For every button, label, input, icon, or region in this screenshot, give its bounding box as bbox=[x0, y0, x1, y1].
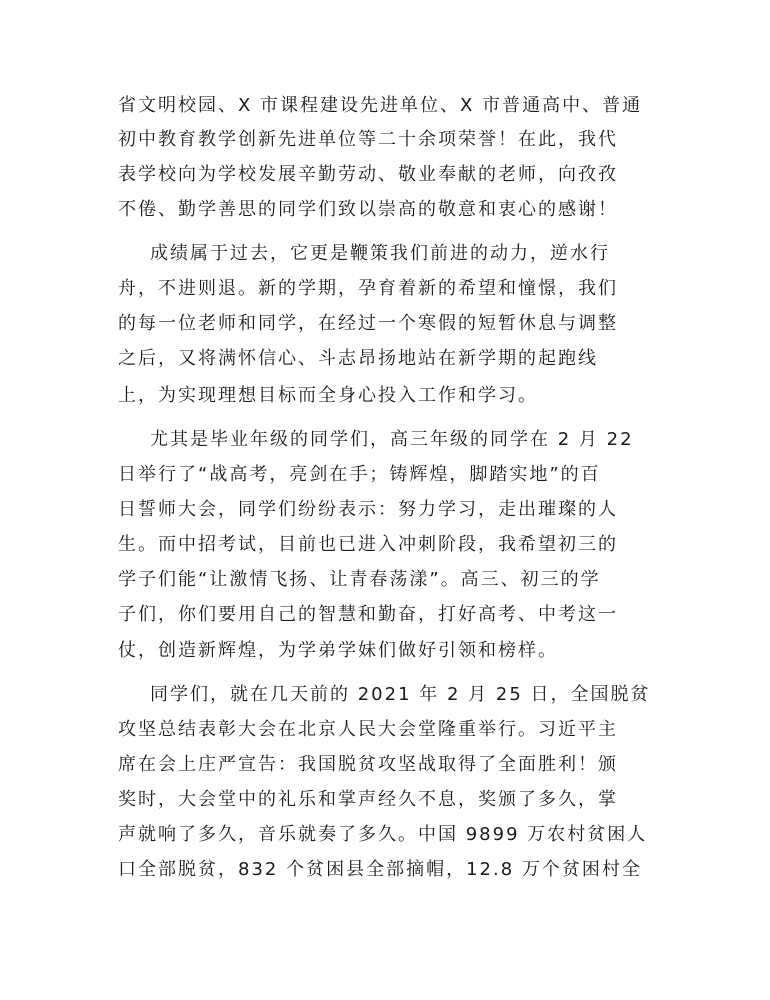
text-line: 学子们能“让激情飞扬、让青春荡漾”。高三、初三的学 bbox=[118, 569, 601, 590]
text-line: 仗，创造新辉煌，为学弟学妹们做好引领和榜样。 bbox=[118, 640, 558, 661]
text-line: 奖时，大会堂中的礼乐和掌声经久不息，奖颁了多久，掌 bbox=[118, 789, 618, 810]
text-line: 的每一位老师和同学，在经过一个寒假的短暂休息与调整 bbox=[118, 313, 618, 334]
text-line: 不倦、勤学善思的同学们致以崇高的敬意和衷心的感谢！ bbox=[118, 199, 618, 220]
text-line: 初中教育教学创新先进单位等二十余项荣誉！在此，我代 bbox=[118, 129, 618, 150]
text-line: 日举行了“战高考，亮剑在手；铸辉煌，脚踏实地”的百 bbox=[118, 464, 601, 485]
text-line: 之后，又将满怀信心、斗志昂扬地站在新学期的起跑线 bbox=[118, 348, 598, 369]
paragraph-first-line: 尤其是毕业年级的同学们，高三年级的同学在 2 月 22 bbox=[150, 429, 634, 450]
text-line: 口全部脱贫，832 个贫困县全部摘帽，12.8 万个贫困村全 bbox=[118, 859, 642, 880]
text-line: 声就响了多久，音乐就奏了多久。中国 9899 万农村贫困人 bbox=[118, 824, 648, 845]
text-line: 省文明校园、X 市课程建设先进单位、X 市普通高中、普通 bbox=[118, 95, 643, 116]
text-line: 攻坚总结表彰大会在北京人民大会堂隆重举行。习近平主 bbox=[118, 719, 618, 740]
text-line: 子们，你们要用自己的智慧和勤奋，打好高考、中考这一 bbox=[118, 604, 618, 625]
text-line: 生。而中招考试，目前也已进入冲刺阶段，我希望初三的 bbox=[118, 534, 618, 555]
paragraph-first-line: 成绩属于过去，它更是鞭策我们前进的动力，逆水行 bbox=[150, 243, 610, 264]
text-line: 席在会上庄严宣告：我国脱贫攻坚战取得了全面胜利！颁 bbox=[118, 754, 618, 775]
text-line: 表学校向为学校发展辛勤劳动、敬业奉献的老师，向孜孜 bbox=[118, 164, 618, 185]
text-line: 上，为实现理想目标而全身心投入工作和学习。 bbox=[118, 385, 538, 406]
text-line: 日誓师大会，同学们纷纷表示：努力学习，走出璀璨的人 bbox=[118, 499, 618, 520]
text-line: 舟，不进则退。新的学期，孕育着新的希望和憧憬，我们 bbox=[118, 278, 618, 299]
paragraph-first-line: 同学们，就在几天前的 2021 年 2 月 25 日，全国脱贫 bbox=[150, 684, 651, 705]
